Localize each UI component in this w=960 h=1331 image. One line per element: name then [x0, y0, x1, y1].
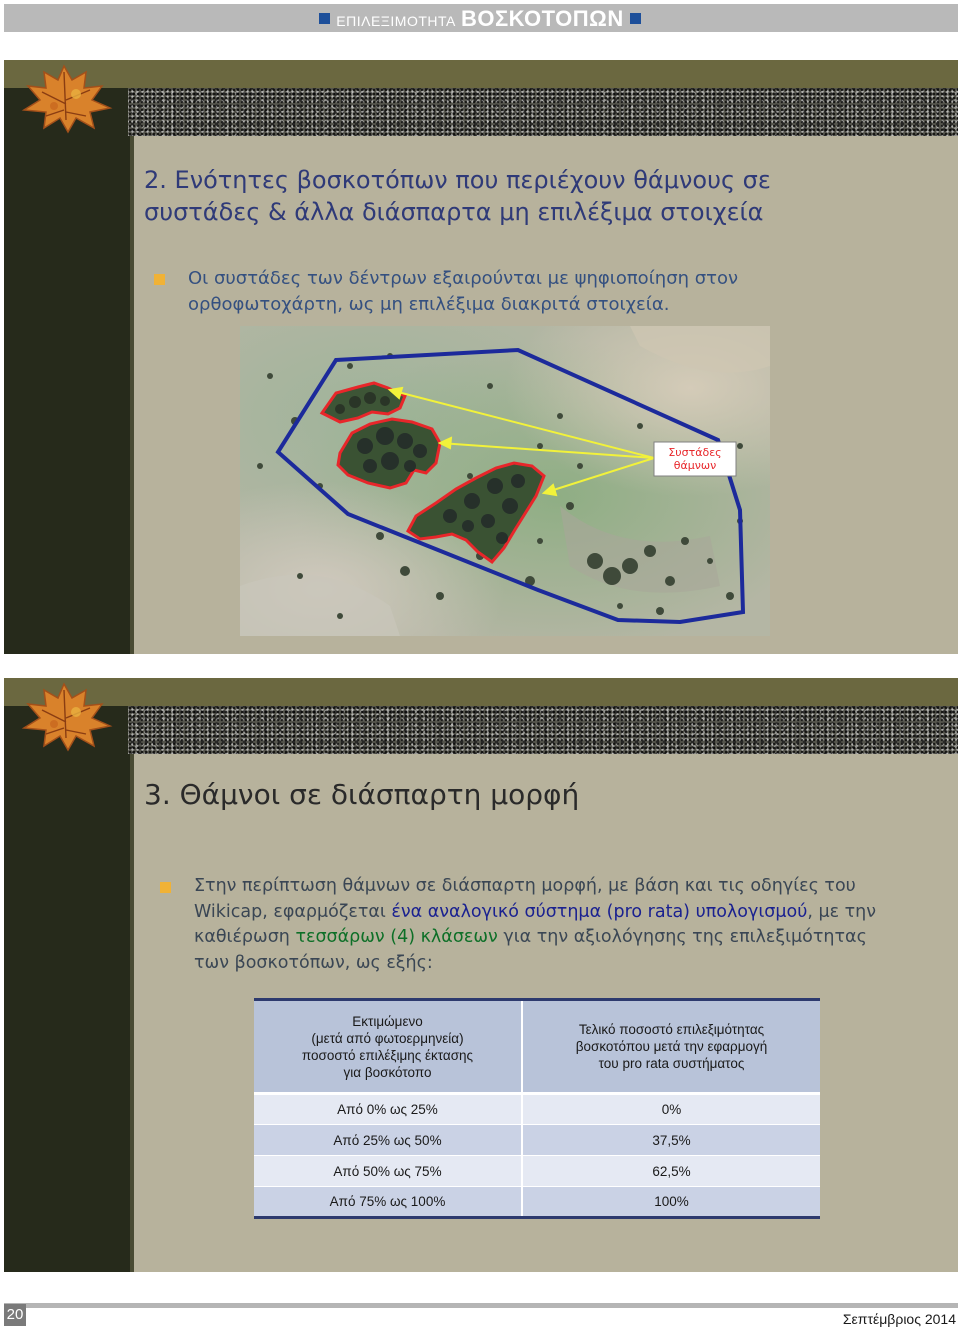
- autumn-leaf-icon: [6, 60, 122, 136]
- label-line: θάμνων: [673, 459, 717, 472]
- header-strong: ΒΟΣΚΟΤΟΠΩΝ: [460, 6, 624, 31]
- header-title: [0, 6, 960, 32]
- orthophoto-map-image: [240, 326, 770, 636]
- page-footer: [0, 1296, 960, 1331]
- header-line: για βοσκότοπο: [343, 1064, 432, 1080]
- table-cell-value: 37,5%: [522, 1125, 820, 1156]
- footer-rule: [4, 1303, 958, 1308]
- header-square-right-icon: [630, 13, 641, 24]
- title-line: 2. Ενότητες βοσκοτόπων που περιέχουν θάμνους σε: [144, 166, 771, 194]
- table-row: [254, 1156, 820, 1187]
- header-square-left-icon: [319, 13, 330, 24]
- slide-left-column: [4, 88, 130, 654]
- bullet-text: [154, 266, 894, 318]
- label-line: Συστάδες: [668, 446, 722, 459]
- slide-topbar: [4, 60, 958, 88]
- slide-topbar: [4, 678, 958, 706]
- table-row: [254, 1125, 820, 1156]
- orthophoto-map: [240, 326, 770, 636]
- table-cell-range: Από 0% ως 25%: [254, 1094, 522, 1125]
- slide-texture-band: [128, 706, 958, 754]
- header-lead: ΕΠΙΛΕΞΙΜΟΤΗΤΑ: [336, 13, 456, 29]
- bullet-square-icon: [160, 882, 171, 893]
- header-cell-final: [522, 1000, 820, 1094]
- header-line: βοσκοτόπου μετά την εφαρμογή: [575, 1039, 768, 1054]
- bullet-line: ορθοφωτοχάρτη, ως μη επιλέξιμα διακριτά στοιχεία.: [188, 294, 670, 315]
- para-highlight-green: τεσσάρων (4) κλάσεων: [295, 927, 498, 947]
- slide-scattered-shrubs: [4, 678, 958, 1272]
- header-line: Εκτιμώμενο: [352, 1013, 423, 1029]
- bullet-line: Οι συστάδες των δέντρων εξαιρούνται με ψηφιοποίηση στον: [188, 268, 739, 289]
- table-cell-value: 100%: [522, 1187, 820, 1218]
- slide-left-column: [4, 706, 130, 1272]
- para-highlight-blue: ένα αναλογικό σύστημα (pro rata) υπολογισμού: [391, 901, 808, 922]
- pro-rata-table: [254, 998, 820, 1219]
- autumn-leaf-icon: [6, 678, 122, 754]
- slide-title: [144, 164, 924, 228]
- header-line: (μετά από φωτοερμηνεία): [311, 1030, 464, 1046]
- table-cell-value: 62,5%: [522, 1156, 820, 1187]
- table-header-row: [254, 1000, 820, 1094]
- table-cell-range: Από 75% ως 100%: [254, 1187, 522, 1218]
- slide-shrub-clusters: [4, 60, 958, 654]
- bullet-text: [160, 874, 890, 976]
- header-banner: [0, 0, 960, 36]
- page-number: 20: [4, 1304, 26, 1326]
- header-line: του pro rata συστήματος: [598, 1056, 745, 1071]
- table-row: [254, 1094, 820, 1125]
- title-line: συστάδες & άλλα διάσπαρτα μη επιλέξιμα στοιχεία: [144, 198, 764, 226]
- table-cell-range: Από 25% ως 50%: [254, 1125, 522, 1156]
- slide-title: 3. Θάμνοι σε διάσπαρτη μορφή: [144, 778, 580, 811]
- table-cell-value: 0%: [522, 1094, 820, 1125]
- header-line: ποσοστό επιλέξιμης έκτασης: [301, 1047, 474, 1063]
- para-text: , με την καθιέρωση: [194, 901, 877, 947]
- slide-texture-band: [128, 88, 958, 136]
- para-text: για την αξιολόγησης της επιλεξιμότητας των βοσκοτόπων, ως εξής:: [194, 927, 867, 973]
- table-row: [254, 1187, 820, 1218]
- header-line: Τελικό ποσοστό επιλεξιμότητας: [578, 1022, 765, 1037]
- bullet-square-icon: [154, 274, 165, 285]
- para-text: Στην περίπτωση θάμνων σε διάσπαρτη μορφή, με βάση και τις οδηγίες του Wikicap, εφαρμόζεται: [194, 876, 856, 922]
- table-cell-range: Από 50% ως 75%: [254, 1156, 522, 1187]
- header-cell-estimated: [254, 1000, 522, 1094]
- footer-date: Σεπτέμβριος 2014: [842, 1311, 956, 1327]
